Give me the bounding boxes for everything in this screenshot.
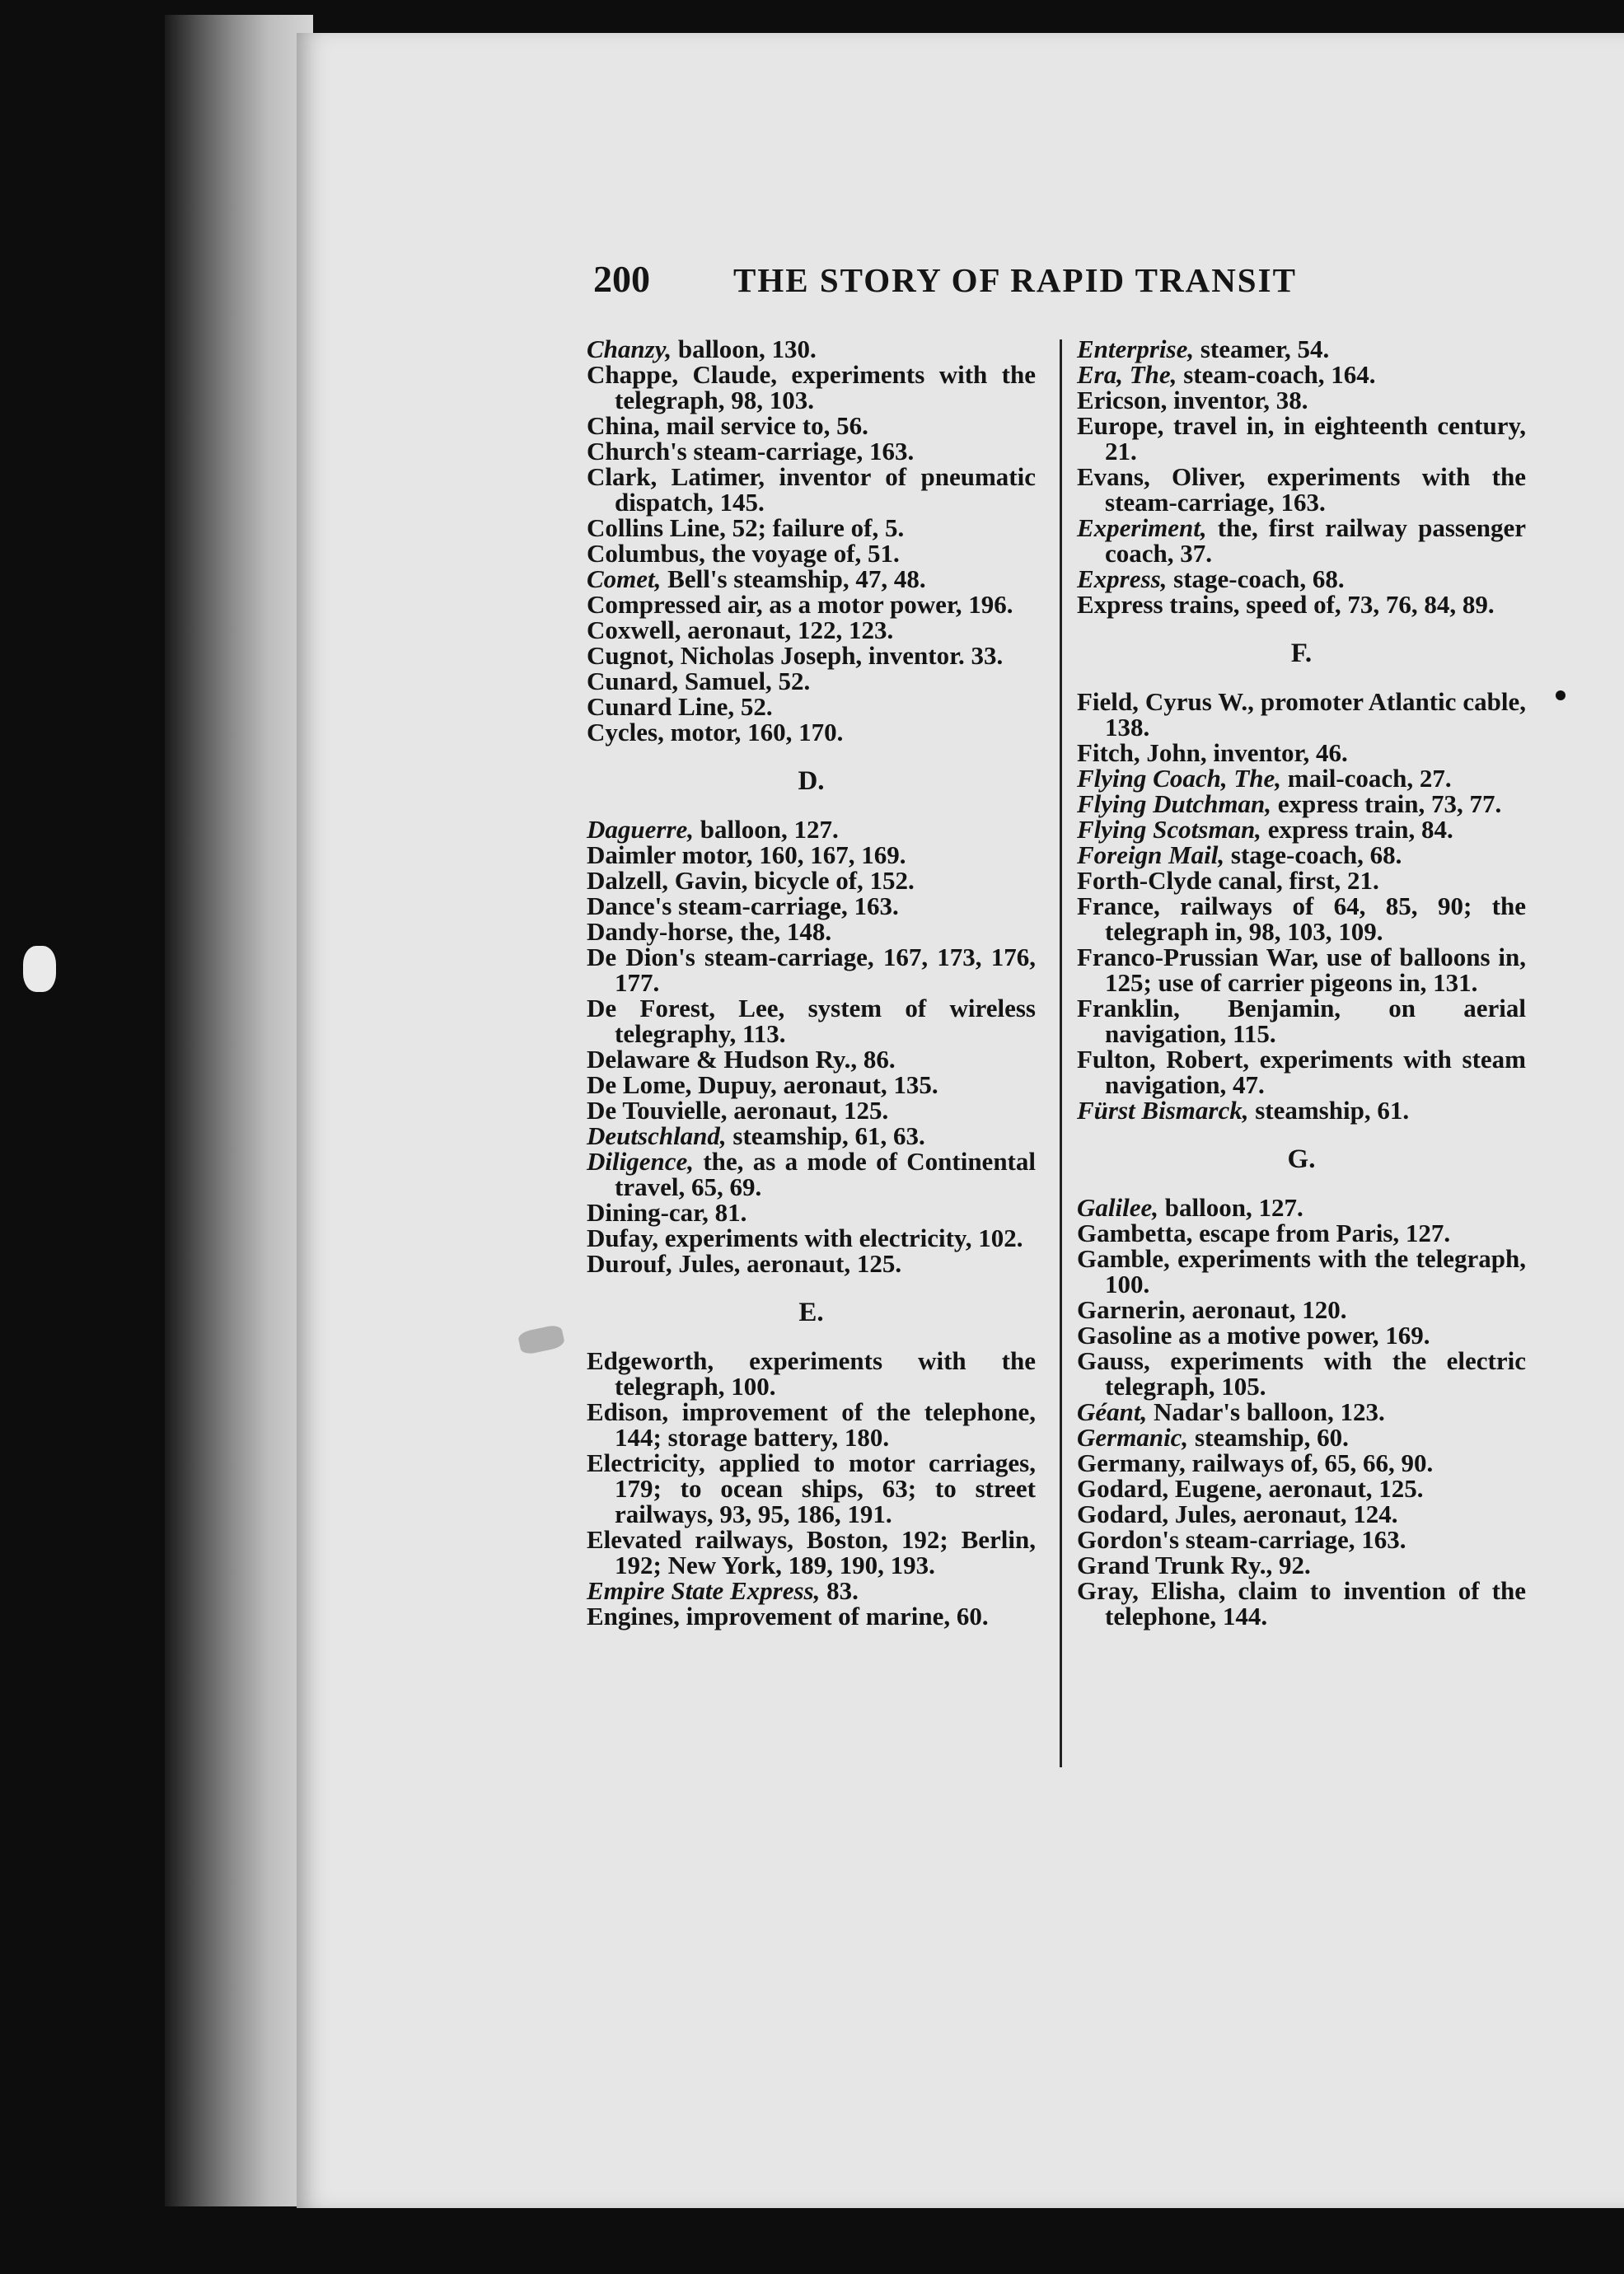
index-entry: [587, 1251, 1036, 1276]
index-entry-heading: Collins Line,: [587, 513, 726, 542]
index-entry-details: experiments with electricity, 102.: [658, 1224, 1023, 1252]
index-entry: [587, 643, 1036, 668]
index-entry: [587, 617, 1036, 643]
index-entry: [1077, 1527, 1526, 1552]
index-entry-details: Gavin, bicycle of, 152.: [668, 866, 915, 895]
index-entry: [587, 1097, 1036, 1123]
index-entry-details: Nadar's balloon, 123.: [1147, 1397, 1385, 1426]
index-entry-heading: Fitch,: [1077, 738, 1140, 767]
index-entry-details: steamship, 61.: [1248, 1096, 1410, 1125]
index-entry: [587, 1046, 1036, 1072]
index-entry-heading: Gasoline: [1077, 1321, 1172, 1350]
index-entry: [1077, 1046, 1526, 1097]
index-entry-heading: Church's: [587, 437, 687, 466]
index-entry: [587, 540, 1036, 566]
index-section-letter: E.: [798, 1298, 824, 1327]
index-entry-heading: Germanic,: [1077, 1423, 1189, 1452]
index-entry-details: aeronaut, 120.: [1185, 1295, 1347, 1324]
index-entry: [1077, 515, 1526, 566]
index-entry-heading: Godard,: [1077, 1500, 1169, 1528]
index-entry-heading: Experiment,: [1077, 513, 1207, 542]
index-entry: [1077, 1220, 1526, 1246]
index-entry-heading: France,: [1077, 891, 1160, 920]
index-entry-heading: Flying Coach, The,: [1077, 764, 1282, 793]
index-entry: [587, 719, 1036, 745]
index-entry-details: Jules, aeronaut, 124.: [1168, 1500, 1398, 1528]
index-entry-heading: Electricity,: [587, 1448, 705, 1477]
index-entry-heading: Galilee,: [1077, 1193, 1158, 1222]
index-entry: [1077, 765, 1526, 791]
index-entry-heading: China,: [587, 411, 660, 440]
index-entry: [1077, 740, 1526, 765]
scan-dust-mark: [23, 946, 56, 992]
index-entry-details: Latimer, inventor of pneumatic dispatch, 145.: [615, 462, 1036, 517]
index-entry: [1077, 413, 1526, 464]
index-entry-details: balloon, 127.: [694, 815, 839, 844]
index-entry-details: steamer, 54.: [1194, 335, 1330, 363]
index-entry-heading: Gray,: [1077, 1576, 1139, 1605]
index-entry-heading: Field,: [1077, 687, 1139, 716]
index-entry: [1077, 1578, 1526, 1629]
index-entry-details: mail-coach, 27.: [1281, 764, 1452, 793]
index-entry: [1077, 362, 1526, 387]
book-page-edges: [165, 15, 313, 2206]
index-entry-heading: Gambetta,: [1077, 1219, 1193, 1247]
index-entry: [587, 668, 1036, 694]
index-entry-heading: Grand Trunk: [1077, 1551, 1224, 1579]
index-entry-heading: Ericson,: [1077, 386, 1168, 414]
index-entry: [587, 592, 1036, 617]
index-entry-heading: Cunard: [587, 692, 672, 721]
index-entry-heading: Foreign Mail,: [1077, 840, 1225, 869]
index-entry-heading: Delaware: [587, 1045, 690, 1074]
index-entry-heading: Franco-Prussian: [1077, 943, 1259, 971]
index-entry-details: escape from Paris, 127.: [1192, 1219, 1451, 1247]
index-entry: [587, 1527, 1036, 1578]
index-entry-heading: Germany,: [1077, 1448, 1186, 1477]
index-entry: [587, 842, 1036, 868]
index-entry: [1077, 1450, 1526, 1476]
index-entry-details: Cyrus W., promoter Atlantic cable, 138.: [1105, 687, 1526, 742]
index-entry-details: Claude, experiments with the telegraph, 98, 103.: [615, 360, 1036, 414]
index-entry-details: John, inventor, 46.: [1140, 738, 1348, 767]
index-section-letter: F.: [1290, 639, 1313, 668]
index-entry-heading: Flying Dutchman,: [1077, 789, 1271, 818]
index-entry-heading: Deutschland,: [587, 1121, 727, 1150]
index-entry: [1077, 1552, 1526, 1578]
index-entry-heading: Géant,: [1077, 1397, 1148, 1426]
index-entry-details: steamship, 60.: [1188, 1423, 1349, 1452]
index-entry: [587, 995, 1036, 1046]
index-entry-details: 52; failure of, 5.: [725, 513, 905, 542]
index-entry-heading: Dining-car,: [587, 1198, 709, 1227]
index-entry: [1077, 816, 1526, 842]
index-entry-heading: Fürst Bismarck,: [1077, 1096, 1249, 1125]
running-title: THE STORY OF RAPID TRANSIT: [733, 261, 1297, 299]
index-entry: [587, 944, 1036, 995]
index-entry-heading: Columbus,: [587, 539, 705, 568]
index-entry: [1077, 868, 1526, 893]
index-entry-details: & Hudson Ry., 86.: [690, 1045, 896, 1074]
index-entry-details: as a motive power, 169.: [1172, 1321, 1430, 1350]
index-entry: [1077, 893, 1526, 944]
index-entry-details: Bell's steamship, 47, 48.: [661, 564, 926, 593]
index-entry-details: trains, speed of, 73, 76, 84, 89.: [1163, 590, 1495, 619]
scan-smudge: [517, 1324, 566, 1356]
index-entry: [587, 1399, 1036, 1450]
index-entry-details: balloon, 130.: [672, 335, 817, 363]
index-entry-heading: Daimler: [587, 840, 676, 869]
index-entry-heading: Chanzy,: [587, 335, 672, 363]
index-entry: [587, 816, 1036, 842]
index-entry-heading: Era, The,: [1077, 360, 1177, 389]
index-entry-heading: Cugnot,: [587, 641, 674, 670]
index-entry-heading: Comet,: [587, 564, 662, 593]
index-entry-details: Lee, system of wireless telegraphy, 113.: [615, 994, 1036, 1048]
index-entry: [587, 362, 1036, 413]
index-entry-details: Elisha, claim to invention of the telephone, 144.: [1105, 1576, 1526, 1631]
index-entry: [1077, 1399, 1526, 1425]
index-entry: [1077, 1297, 1526, 1322]
index-entry-details: Eugene, aeronaut, 125.: [1168, 1474, 1424, 1503]
index-entry-details: stage-coach, 68.: [1167, 564, 1345, 593]
index-entry-details: express train, 73, 77.: [1271, 789, 1502, 818]
index-entry-heading: Coxwell,: [587, 615, 681, 644]
index-entry-details: motor, 160, 170.: [663, 718, 844, 746]
index-entry-details: mail service to, 56.: [659, 411, 868, 440]
scan-speck: [1556, 690, 1565, 700]
index-entry: [587, 694, 1036, 719]
index-entry: [587, 1348, 1036, 1399]
index-entry-details: stage-coach, 68.: [1224, 840, 1402, 869]
index-entry: [587, 919, 1036, 944]
index-entry-heading: Dandy-horse,: [587, 917, 734, 946]
index-section-letter: G.: [1287, 1144, 1316, 1174]
index-entry: [1077, 336, 1526, 362]
index-entry-heading: Engines,: [587, 1602, 680, 1631]
index-entry-details: Benjamin, on aerial navigation, 115.: [1105, 994, 1526, 1048]
index-entry-heading: Compressed: [587, 590, 722, 619]
index-entry-heading: Empire State Express,: [587, 1576, 821, 1605]
index-entry: [1077, 1476, 1526, 1501]
index-entry-details: improvement of marine, 60.: [679, 1602, 989, 1631]
index-entry: [1077, 995, 1526, 1046]
index-entry: [587, 893, 1036, 919]
index-entry: [587, 1578, 1036, 1603]
index-entry-heading: Durouf,: [587, 1249, 672, 1278]
index-entry-details: Oliver, experiments with the steam-carriage, 163.: [1105, 462, 1526, 517]
index-entry: [587, 566, 1036, 592]
index-entry-heading: Edgeworth,: [587, 1346, 714, 1375]
index-entry: [587, 336, 1036, 362]
index-entry-details: express train, 84.: [1261, 815, 1453, 844]
index-entry-details: the, as a mode of Continental travel, 65, 69.: [615, 1147, 1036, 1201]
index-entry-heading: De Touvielle,: [587, 1096, 728, 1125]
index-entry: [1077, 464, 1526, 515]
index-entry-heading: Franklin,: [1077, 994, 1180, 1022]
index-entry-heading: Express: [1077, 590, 1163, 619]
index-entry-heading: Gauss,: [1077, 1346, 1150, 1375]
index-entry-heading: Garnerin,: [1077, 1295, 1186, 1324]
index-entry: [1077, 1246, 1526, 1297]
index-entry: [1077, 1425, 1526, 1450]
index-entry-details: inventor, 38.: [1167, 386, 1308, 414]
index-entry-heading: De Forest,: [587, 994, 715, 1022]
index-entry-details: the, first railway passenger coach, 37.: [1105, 513, 1526, 568]
index-entry-heading: Gamble,: [1077, 1244, 1170, 1273]
index-entry-details: railways of, 65, 66, 90.: [1185, 1448, 1434, 1477]
index-entry: [1077, 592, 1526, 617]
index-entry: [587, 464, 1036, 515]
index-entry: [1077, 1348, 1526, 1399]
index-entry: [1077, 1322, 1526, 1348]
index-entry-heading: Clark,: [587, 462, 658, 491]
index-entry: [1077, 689, 1526, 740]
index-entry-details: Samuel, 52.: [678, 667, 811, 695]
index-entry-heading: Flying Scotsman,: [1077, 815, 1261, 844]
index-entry-heading: Daguerre,: [587, 815, 695, 844]
index-entry-heading: Godard,: [1077, 1474, 1169, 1503]
index-entry: [1077, 387, 1526, 413]
index-entry-details: balloon, 127.: [1158, 1193, 1303, 1222]
index-entry: [587, 1225, 1036, 1251]
index-entry: [587, 1603, 1036, 1629]
index-entry-details: 83.: [820, 1576, 859, 1605]
index-entry-details: travel in, in eighteenth century, 21.: [1105, 411, 1526, 466]
index-entry-heading: Dalzell,: [587, 866, 668, 895]
index-column-right: [1077, 336, 1526, 1629]
index-entry-details: motor, 160, 167, 169.: [675, 840, 906, 869]
index-entry-details: improvement of the telephone, 144; storage battery, 180.: [615, 1397, 1036, 1452]
index-entry-details: steam-carriage, 163.: [672, 891, 899, 920]
index-entry-details: Robert, experiments with steam navigation, 47.: [1105, 1045, 1526, 1099]
index-entry-details: aeronaut, 122, 123.: [681, 615, 894, 644]
index-entry-details: Dupuy, aeronaut, 135.: [691, 1070, 938, 1099]
index-entry-heading: Evans,: [1077, 462, 1150, 491]
index-entry-details: applied to motor carriages, 179; to ocean ships, 63; to street railways, 93, 95, 186, 191.: [615, 1448, 1036, 1528]
column-divider: [1060, 339, 1062, 1767]
index-entry-heading: Chappe,: [587, 360, 679, 389]
index-entry-details: experiments with the telegraph, 100.: [1105, 1244, 1526, 1298]
index-entry-details: War, use of balloons in, 125; use of carrier pigeons in, 131.: [1105, 943, 1526, 997]
index-entry: [587, 413, 1036, 438]
index-section-letter: D.: [798, 766, 825, 796]
page-number: 200: [593, 258, 650, 300]
index-entry: [587, 515, 1036, 540]
index-entry: [587, 1072, 1036, 1097]
index-entry-heading: Elevated: [587, 1525, 682, 1554]
index-entry-heading: De Dion's: [587, 943, 695, 971]
index-entry: [587, 438, 1036, 464]
index-entry-details: railways, Boston, 192; Berlin, 192; New York, 189, 190, 193.: [615, 1525, 1036, 1579]
index-entry-heading: Europe,: [1077, 411, 1164, 440]
index-entry-heading: Dance's: [587, 891, 672, 920]
index-entry: [1077, 1501, 1526, 1527]
index-entry: [1077, 791, 1526, 816]
index-entry-details: steam-carriage, 163.: [1179, 1525, 1406, 1554]
index-entry: [587, 1123, 1036, 1149]
index-entry-heading: De Lome,: [587, 1070, 692, 1099]
index-entry-details: the voyage of, 51.: [704, 539, 900, 568]
index-entry-details: 81.: [708, 1198, 747, 1227]
index-entry-heading: Express,: [1077, 564, 1168, 593]
index-entry: [587, 1450, 1036, 1527]
index-entry-heading: Gordon's: [1077, 1525, 1180, 1554]
index-entry-details: railways of 64, 85, 90; the telegraph in, 98, 103, 109.: [1105, 891, 1526, 946]
index-entry-details: steam-coach, 164.: [1177, 360, 1376, 389]
index-entry-details: air, as a motor power, 196.: [721, 590, 1013, 619]
index-entry-heading: Edison,: [587, 1397, 669, 1426]
index-entry-details: canal, first, 21.: [1211, 866, 1379, 895]
index-entry-heading: Diligence,: [587, 1147, 694, 1176]
index-entry-details: steam-carriage, 163.: [686, 437, 915, 466]
index-entry-details: aeronaut, 125.: [727, 1096, 889, 1125]
index-entry-heading: Dufay,: [587, 1224, 658, 1252]
index-entry: [1077, 1097, 1526, 1123]
index-entry-heading: Forth-Clyde: [1077, 866, 1212, 895]
index-entry-heading: Cycles,: [587, 718, 664, 746]
index-entry-heading: Enterprise,: [1077, 335, 1195, 363]
index-entry-details: steam-carriage, 167, 173, 176, 177.: [615, 943, 1036, 997]
index-entry: [587, 868, 1036, 893]
index-entry-details: Nicholas Joseph, inventor. 33.: [673, 641, 1004, 670]
index-entry: [587, 1149, 1036, 1200]
index-entry: [1077, 1195, 1526, 1220]
running-header: [593, 257, 1376, 301]
index-entry: [587, 1200, 1036, 1225]
index-column-left: [587, 336, 1036, 1629]
index-entry-details: experiments with the electric telegraph, 105.: [1105, 1346, 1526, 1401]
index-entry-heading: Fulton,: [1077, 1045, 1156, 1074]
index-entry-details: Line, 52.: [672, 692, 773, 721]
index-entry-details: the, 148.: [733, 917, 832, 946]
index-entry: [1077, 944, 1526, 995]
index-entry: [1077, 566, 1526, 592]
index-entry-heading: Cunard,: [587, 667, 679, 695]
index-entry-details: steamship, 61, 63.: [726, 1121, 925, 1150]
index-entry: [1077, 842, 1526, 868]
index-entry-details: experiments with the telegraph, 100.: [615, 1346, 1036, 1401]
index-entry-details: Jules, aeronaut, 125.: [672, 1249, 902, 1278]
index-entry-details: Ry., 92.: [1224, 1551, 1311, 1579]
